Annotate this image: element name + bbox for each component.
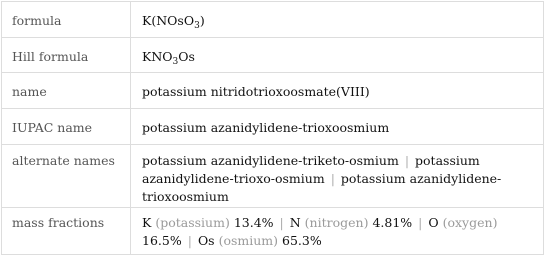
separator: |: [187, 233, 192, 248]
formula-value: [131, 2, 544, 38]
mass-fraction-item: [142, 215, 274, 230]
table-row-hill-formula: [2, 38, 544, 73]
element-symbol: Os: [197, 233, 215, 248]
table-row-name: [2, 73, 544, 109]
iupac-name-value: potassium azanidylidene-trioxoosmium: [131, 109, 544, 145]
table-row-alternate-names: [2, 145, 544, 208]
formula-part: ): [199, 13, 205, 28]
row-label: alternate names: [2, 145, 131, 208]
hill-subscript: 3: [172, 57, 179, 67]
hill-part: Os: [178, 49, 195, 64]
hill-formula-value: [131, 38, 544, 73]
properties-table: [1, 1, 544, 255]
table-row-iupac-name: [2, 109, 544, 145]
separator: |: [279, 215, 284, 230]
formula-part: K(NOsO: [142, 13, 195, 28]
element-symbol: N: [289, 215, 301, 230]
hill-part: KNO: [142, 49, 173, 64]
separator: |: [404, 153, 410, 168]
element-name: (osmium): [218, 233, 279, 248]
row-label: formula: [2, 2, 131, 38]
row-label: mass fractions: [2, 208, 131, 255]
element-name: (oxygen): [442, 215, 498, 230]
fraction-value: 4.81%: [372, 215, 413, 230]
mass-fractions-value: [131, 208, 544, 255]
table-row-mass-fractions: [2, 208, 544, 255]
alternate-names-value: [131, 145, 544, 208]
fraction-value: 65.3%: [282, 233, 322, 248]
name-value: potassium nitridotrioxoosmate(VIII): [131, 73, 544, 109]
alternate-name: potassium azanidylidene-trioxo-osmium: [142, 153, 480, 186]
element-symbol: K: [142, 215, 152, 230]
fraction-value: 13.4%: [233, 215, 274, 230]
element-symbol: O: [428, 215, 439, 230]
table-row-formula: [2, 2, 544, 38]
element-name: (potassium): [155, 215, 230, 230]
alternate-name: potassium azanidylidene-trioxoosmium: [142, 171, 502, 204]
fraction-value: 16.5%: [142, 233, 182, 248]
separator: |: [330, 171, 335, 186]
formula-subscript: 3: [194, 21, 200, 31]
row-label: name: [2, 73, 131, 109]
mass-fraction-item: [290, 215, 412, 230]
row-label: Hill formula: [2, 38, 131, 73]
mass-fraction-item: [198, 233, 322, 248]
separator: |: [418, 215, 423, 230]
alternate-name: potassium azanidylidene-triketo-osmium: [142, 153, 399, 168]
row-label: IUPAC name: [2, 109, 131, 145]
element-name: (nitrogen): [304, 215, 369, 230]
